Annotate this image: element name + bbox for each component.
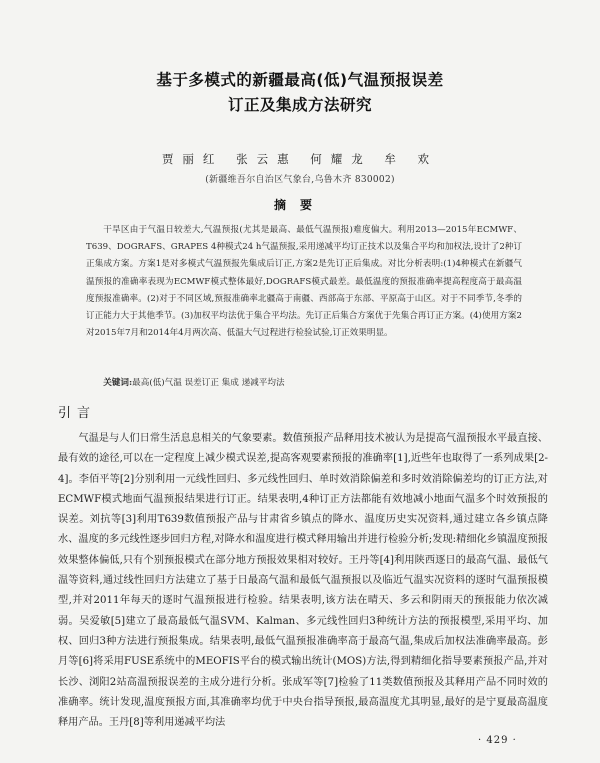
affiliation: (新疆维吾尔自治区气象台,乌鲁木齐 830002) [205, 175, 395, 185]
keywords-label: 关键词: [103, 378, 133, 388]
page-number: · 429 · [478, 735, 517, 746]
title-line-2: 订正及集成方法研究 [227, 96, 372, 114]
keywords-text: 最高(低)气温 误差订正 集成 递减平均法 [132, 378, 285, 388]
section-title-introduction: 引言 [58, 406, 97, 421]
keywords [86, 376, 522, 388]
abstract-text: 干旱区由于气温日较差大,气温预报(尤其是最高、最低气温预报)难度偏大。利用2013—2015年ECMWF、T639、DOGRAFS、GRAPES 4种模式24 h气温预报,采用递减平均订正技术以及集合平均和加权法,设计了2种订正集成方案。方案1是对多模式气温预报先集成后订正,方案2是先订正后集成。对比分析表明:(1)4种模式在新疆气温预报的准确率表现为ECMWF模式整体最好,DOGRAFS模式最差。最低温度的预报准确率提高程度高于最高温度预报准确率。(2)对于不同区域,预报准确率北疆高于南疆、西部高于东部、平原高于山区。对于不同季节,冬季的订正能力大于其他季节。(3)加权平均法优于集合平均法。先订正后集合方案优于先集合再订正方案。(4)使用方案2对2015年7月和2014年4月两次高、低温大气过程进行检验试验,订正效果明显。 [86, 225, 522, 339]
authors: 贾丽红 张云惠 何耀龙 牟 欢 [161, 152, 439, 166]
abstract-heading: 摘要 [273, 198, 326, 212]
body-paragraph: 气温是与人们日常生活息息相关的气象要素。数值预报产品释用技术被认为是提高气温预报水平最直接、最有效的途径,可以在一定程度上减少模式误差,提高客观要素预报的准确率[1],近些年也取得了一系列成果[2-4]。李佰平等[2]分别利用一元线性回归、多元线性回归、单时效消除偏差和多时效消除偏差均的订正方法,对ECMWF模式地面气温预报结果进行订正。结果表明,4种订正方法都能有效地减小地面气温多个时效预报的误差。刘抗等[3]利用T639数值预报产品与甘肃省乡镇点的降水、温度历史实况资料,通过建立各乡镇点降水、温度的多元线性逐步回归方程,对降水和温度进行模式释用输出并进行检验分析;发现:精细化乡镇温度预报效果整体偏低,只有个别预报模式在部分地方预报效果相对较好。王丹等[4]利用陕西逐日的最高气温、最低气温等资料,通过线性回归方法建立了基于日最高气温和最低气温预报以及临近气温实况资料的逐时气温预报模型,并对2011年每天的逐时气温预报进行检验。结果表明,该方法在晴天、多云和阴雨天的预报能力依次减弱。吴爱敏[5]建立了最高最低气温SVM、Kalman、多元线性回归3种统计方法的预报模型,采用平均、加权、回归3种方法进行预报集成。结果表明,最低气温预报准确率高于最高气温,集成后加权法准确率最高。彭月等[6]将采用FUSE系统中的MEOFIS平台的模式输出统计(MOS)方法,得到精细化指导要素预报产品,并对长沙、浏阳2站高温预报误差的主成分进行分析。张成军等[7]检验了11类数值预报及其释用产品不同时效的准确率。统计发现,温度预报方面,其准确率均优于中央台指导预报,最高温度尤其明显,最好的是宁夏最高温度释用产品。王丹[8]等利用递减平均法 [58, 433, 548, 729]
title-line-1: 基于多模式的新疆最高(低)气温预报误差 [156, 71, 444, 89]
